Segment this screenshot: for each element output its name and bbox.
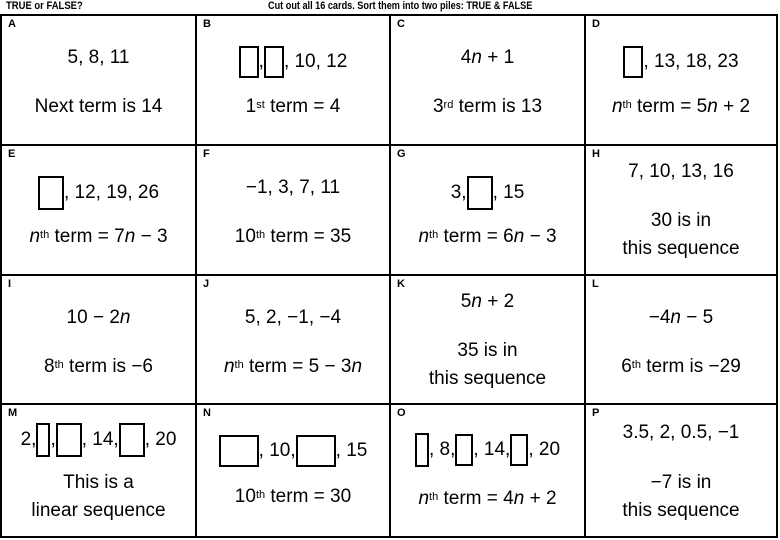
blank-box (455, 434, 473, 466)
card-statement: 3rd term is 13 (432, 96, 543, 117)
card-statement: $n^{th}$ term = 5 − 3n (223, 356, 363, 377)
card-sequence: 3.5, 2, 0.5, −1 (622, 422, 740, 443)
card-e (2, 146, 197, 276)
card-grid (0, 14, 778, 538)
card-letter: O (397, 407, 406, 419)
card-letter: P (592, 407, 600, 419)
card-a (2, 16, 197, 146)
card-sequence: , 13, 18, 23 (586, 46, 776, 78)
card-statement: 10th term = 35 (234, 226, 352, 247)
blank-box (467, 176, 493, 210)
card-statement-line2: this sequence (622, 500, 740, 521)
card-statement: $n^{th}$ term = 7n − 3 (29, 226, 168, 247)
card-letter: C (397, 18, 405, 30)
card-b (197, 16, 391, 146)
card-statement: 1st term = 4 (245, 96, 341, 117)
blank-box (510, 434, 528, 466)
card-j (197, 276, 391, 405)
card-n (197, 405, 391, 536)
blank-box (296, 435, 336, 467)
card-statement-line2: linear sequence (31, 500, 166, 521)
card-letter: J (203, 278, 210, 290)
card-expression: 5n + 2 (460, 291, 515, 312)
card-m (2, 405, 197, 536)
card-statement: 8th term is −6 (44, 356, 153, 377)
card-expression: 4n + 1 (460, 47, 515, 68)
card-statement-line1: −7 is in (650, 472, 712, 493)
card-statement-line2: this sequence (622, 238, 740, 259)
card-k (391, 276, 586, 405)
card-statement: $n^{th}$ term = 4n + 2 (418, 488, 557, 509)
card-sequence: 7, 10, 13, 16 (628, 161, 734, 182)
card-h (586, 146, 776, 276)
worksheet-instructions: Cut out all 16 cards. Sort them into two piles: TRUE & FALSE (268, 0, 533, 12)
card-letter: L (592, 278, 599, 290)
card-letter: H (592, 148, 600, 160)
blank-box (264, 46, 284, 78)
blank-box (38, 176, 64, 210)
card-expression: 10 − 2n (66, 307, 131, 328)
card-letter: D (592, 18, 600, 30)
card-statement: 6th term is −29 (621, 356, 741, 377)
card-statement-line1: This is a (63, 472, 134, 493)
card-d (586, 16, 776, 146)
card-statement: 10th term = 30 (234, 486, 352, 507)
blank-box (36, 423, 50, 457)
card-i (2, 276, 197, 405)
card-sequence: 2, , , 14, , 20 (2, 423, 195, 457)
card-statement-line2: this sequence (428, 368, 547, 389)
card-l (586, 276, 776, 405)
blank-box (56, 423, 82, 457)
card-letter: I (8, 278, 12, 290)
card-letter: K (397, 278, 405, 290)
card-sequence: , 8, , 14, , 20 (391, 433, 584, 467)
card-o (391, 405, 586, 536)
card-expression: −4n − 5 (648, 307, 714, 328)
blank-box (623, 46, 643, 78)
card-letter: E (8, 148, 16, 160)
card-f (197, 146, 391, 276)
card-statement-line1: 35 is in (457, 340, 518, 361)
card-letter: B (203, 18, 211, 30)
card-statement: Next term is 14 (34, 96, 163, 117)
blank-box (239, 46, 259, 78)
card-letter: N (203, 407, 211, 419)
worksheet-header (0, 0, 780, 14)
card-letter: G (397, 148, 406, 160)
blank-box (415, 433, 429, 467)
card-c (391, 16, 586, 146)
card-g (391, 146, 586, 276)
blank-box (119, 423, 145, 457)
card-sequence: , 12, 19, 26 (2, 176, 195, 210)
card-letter: A (8, 18, 16, 30)
blank-box (219, 435, 259, 467)
card-statement: $n^{th}$ term = 6n − 3 (418, 226, 557, 247)
card-sequence: 5, 8, 11 (67, 47, 130, 68)
card-sequence: 3, , 15 (391, 176, 584, 210)
card-sequence: −1, 3, 7, 11 (245, 177, 341, 198)
card-statement: $n^{th}$ term = 5n + 2 (611, 96, 751, 117)
card-letter: M (8, 407, 18, 419)
worksheet-title: TRUE or FALSE? (6, 0, 83, 12)
card-sequence: , 10, , 15 (197, 435, 389, 467)
card-sequence: 5, 2, −1, −4 (244, 307, 342, 328)
card-sequence: , , 10, 12 (197, 46, 389, 78)
card-statement-line1: 30 is in (650, 210, 712, 231)
card-p (586, 405, 776, 536)
card-letter: F (203, 148, 210, 160)
